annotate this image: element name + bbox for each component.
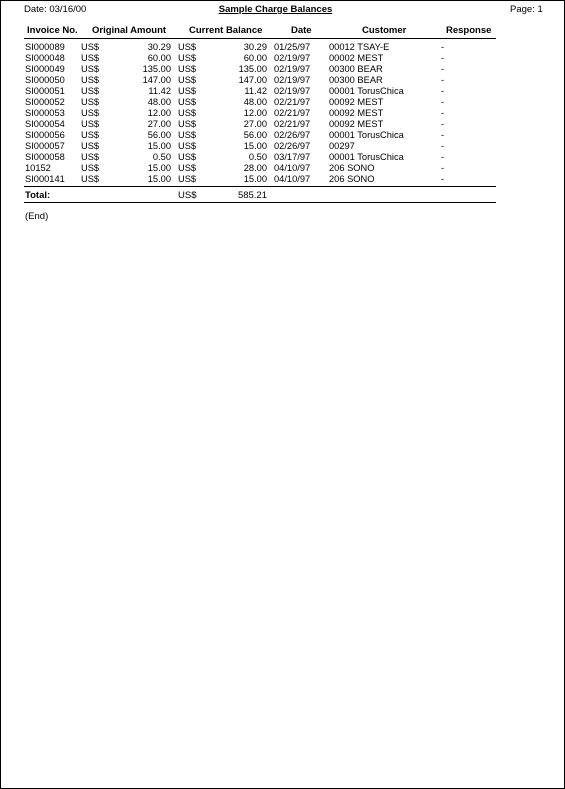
current-balance-cell: 56.00 [243, 130, 267, 140]
customer-cell: 00300 BEAR [329, 64, 383, 74]
response-cell: - [441, 130, 445, 140]
original-currency-cell: US$ [81, 53, 100, 63]
customer-cell: 00001 TorusChica [329, 130, 404, 140]
header-divider [24, 38, 496, 39]
date-cell: 02/19/97 [274, 86, 311, 96]
original-amount-cell: 147.00 [142, 75, 171, 85]
table-row [1, 64, 565, 75]
original-amount-cell: 135.00 [142, 64, 171, 74]
table-row [1, 119, 565, 130]
column-header-customer: Customer [362, 25, 407, 36]
column-header-original-amount: Original Amount [92, 25, 167, 36]
date-cell: 02/19/97 [274, 75, 311, 85]
table-row [1, 42, 565, 53]
current-balance-cell: 147.00 [238, 75, 267, 85]
total-currency: US$ [178, 190, 197, 201]
current-currency-cell: US$ [178, 42, 197, 52]
column-header-response: Response [446, 25, 492, 36]
current-balance-cell: 11.42 [244, 86, 267, 96]
date-cell: 03/17/97 [274, 152, 311, 162]
original-amount-cell: 15.00 [147, 174, 171, 184]
response-cell: - [441, 119, 445, 129]
column-header-invoice: Invoice No. [27, 25, 78, 36]
response-cell: - [441, 53, 445, 63]
original-amount-cell: 11.42 [148, 86, 171, 96]
customer-cell: 00092 MEST [329, 119, 384, 129]
original-amount-cell: 27.00 [147, 119, 171, 129]
date-cell: 02/19/97 [274, 64, 311, 74]
customer-cell: 00001 TorusChica [329, 86, 404, 96]
current-currency-cell: US$ [178, 174, 197, 184]
current-currency-cell: US$ [178, 141, 197, 151]
table-row [1, 130, 565, 141]
date-cell: 02/21/97 [274, 119, 311, 129]
original-currency-cell: US$ [81, 97, 100, 107]
date-cell: 02/19/97 [274, 53, 311, 63]
original-amount-cell: 48.00 [147, 97, 171, 107]
customer-cell: 206 SONO [329, 174, 375, 184]
customer-cell: 00300 BEAR [329, 75, 383, 85]
end-marker: (End) [25, 211, 49, 222]
original-currency-cell: US$ [81, 130, 100, 140]
invoice-number-cell: SI000051 [25, 86, 65, 96]
current-currency-cell: US$ [178, 86, 197, 96]
original-currency-cell: US$ [81, 108, 100, 118]
table-row [1, 141, 565, 152]
invoice-number-cell: SI000048 [25, 53, 65, 63]
total-amount: 585.21 [237, 190, 267, 201]
table-row [1, 174, 565, 185]
current-currency-cell: US$ [178, 152, 197, 162]
invoice-number-cell: SI000141 [25, 174, 65, 184]
table-row [1, 75, 565, 86]
invoice-number-cell: SI000056 [25, 130, 65, 140]
original-currency-cell: US$ [81, 64, 100, 74]
customer-cell: 00012 TSAY-E [329, 42, 390, 52]
invoice-number-cell: SI000050 [25, 75, 65, 85]
total-divider-top [24, 186, 496, 187]
original-currency-cell: US$ [81, 163, 100, 173]
page-number: Page: 1 [510, 4, 543, 15]
current-balance-cell: 135.00 [238, 64, 267, 74]
balance-table-body [1, 42, 565, 185]
response-cell: - [441, 97, 445, 107]
current-balance-cell: 48.00 [243, 97, 267, 107]
original-amount-cell: 30.29 [147, 42, 171, 52]
current-balance-cell: 60.00 [243, 53, 267, 63]
current-currency-cell: US$ [178, 97, 197, 107]
current-currency-cell: US$ [178, 119, 197, 129]
invoice-number-cell: SI000049 [25, 64, 65, 74]
response-cell: - [441, 141, 445, 151]
invoice-number-cell: SI000057 [25, 141, 65, 151]
customer-cell: 00001 TorusChica [329, 152, 404, 162]
current-balance-cell: 28.00 [243, 163, 267, 173]
table-row [1, 97, 565, 108]
invoice-number-cell: SI000054 [25, 119, 65, 129]
date-cell: 04/10/97 [274, 163, 311, 173]
total-label: Total: [25, 190, 51, 201]
original-amount-cell: 15.00 [147, 163, 171, 173]
response-cell: - [441, 152, 445, 162]
current-currency-cell: US$ [178, 75, 197, 85]
current-currency-cell: US$ [178, 108, 197, 118]
date-cell: 04/10/97 [274, 174, 311, 184]
column-header-date: Date [291, 25, 312, 36]
report-date: Date: 03/16/00 [24, 4, 87, 15]
invoice-number-cell: SI000058 [25, 152, 65, 162]
original-amount-cell: 0.50 [152, 152, 171, 162]
total-divider-bottom [24, 202, 496, 203]
customer-cell: 206 SONO [329, 163, 375, 173]
current-balance-cell: 27.00 [243, 119, 267, 129]
customer-cell: 00002 MEST [329, 53, 384, 63]
date-cell: 02/21/97 [274, 108, 311, 118]
table-row [1, 108, 565, 119]
response-cell: - [441, 86, 445, 96]
response-cell: - [441, 42, 445, 52]
column-header-current-balance: Current Balance [189, 25, 263, 36]
current-balance-cell: 15.00 [243, 141, 267, 151]
table-row [1, 152, 565, 163]
invoice-number-cell: 10152 [25, 163, 51, 173]
original-currency-cell: US$ [81, 141, 100, 151]
customer-cell: 00092 MEST [329, 108, 384, 118]
original-currency-cell: US$ [81, 86, 100, 96]
original-currency-cell: US$ [81, 119, 100, 129]
original-amount-cell: 12.00 [147, 108, 171, 118]
customer-cell: 00092 MEST [329, 97, 384, 107]
report-title: Sample Charge Balances [218, 4, 333, 15]
current-balance-cell: 12.00 [243, 108, 267, 118]
response-cell: - [441, 64, 445, 74]
date-cell: 02/26/97 [274, 141, 311, 151]
table-row [1, 53, 565, 64]
current-currency-cell: US$ [178, 53, 197, 63]
original-currency-cell: US$ [81, 174, 100, 184]
response-cell: - [441, 108, 445, 118]
customer-cell: 00297 [329, 141, 355, 151]
current-balance-cell: 15.00 [243, 174, 267, 184]
date-cell: 02/21/97 [274, 97, 311, 107]
table-row [1, 86, 565, 97]
original-amount-cell: 60.00 [147, 53, 171, 63]
original-currency-cell: US$ [81, 42, 100, 52]
current-currency-cell: US$ [178, 64, 197, 74]
response-cell: - [441, 163, 445, 173]
original-amount-cell: 56.00 [147, 130, 171, 140]
date-cell: 02/26/97 [274, 130, 311, 140]
response-cell: - [441, 174, 445, 184]
response-cell: - [441, 75, 445, 85]
invoice-number-cell: SI000089 [25, 42, 65, 52]
original-currency-cell: US$ [81, 152, 100, 162]
original-currency-cell: US$ [81, 75, 100, 85]
current-currency-cell: US$ [178, 163, 197, 173]
invoice-number-cell: SI000053 [25, 108, 65, 118]
current-balance-cell: 30.29 [243, 42, 267, 52]
date-cell: 01/25/97 [274, 42, 311, 52]
table-row [1, 163, 565, 174]
current-currency-cell: US$ [178, 130, 197, 140]
invoice-number-cell: SI000052 [25, 97, 65, 107]
current-balance-cell: 0.50 [248, 152, 267, 162]
original-amount-cell: 15.00 [147, 141, 171, 151]
